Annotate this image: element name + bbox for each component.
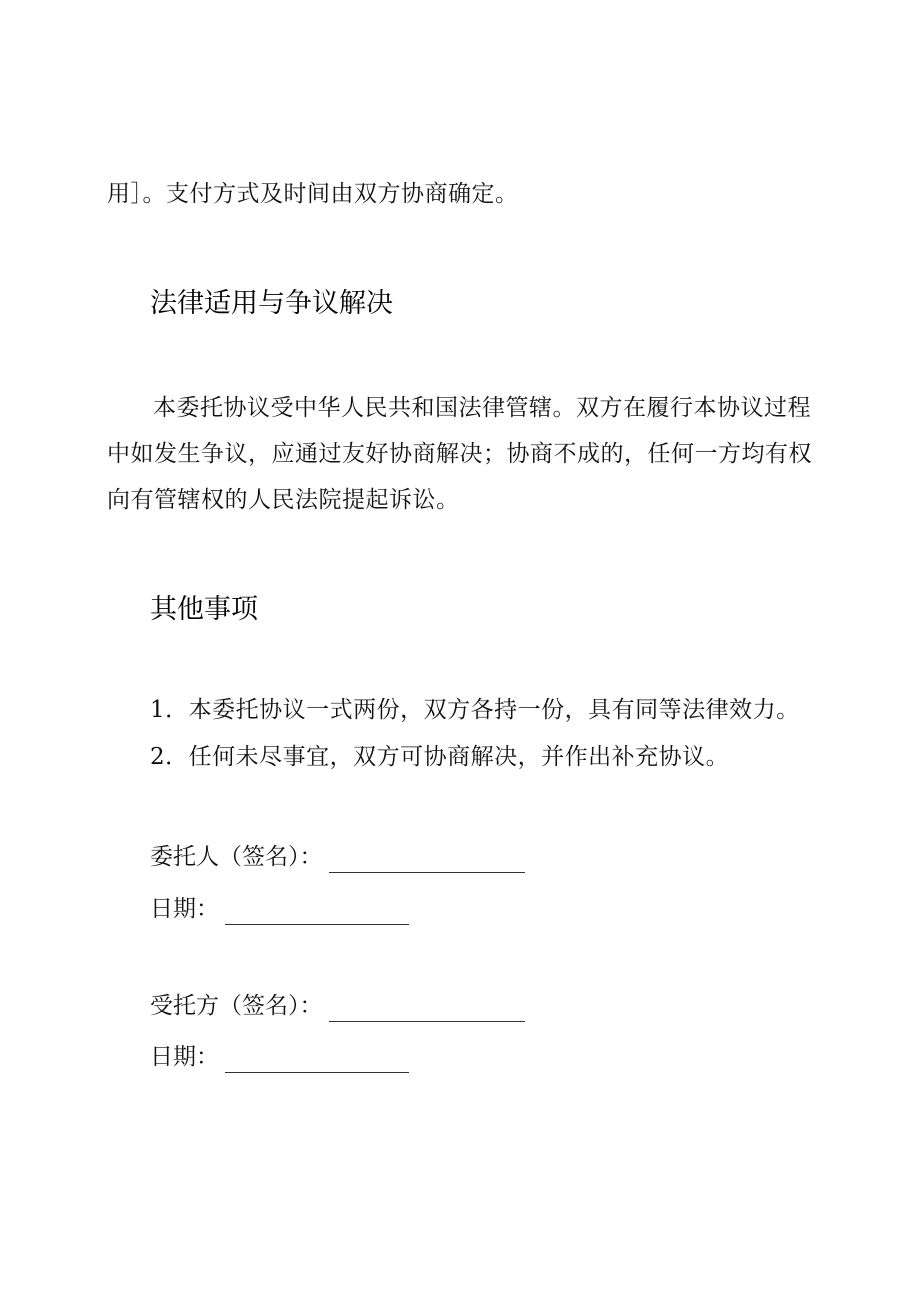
- carryover-line: 用］。支付方式及时间由双方协商确定。: [107, 181, 519, 207]
- agent-signature-row: [150, 990, 525, 1022]
- agent-date-line[interactable]: [225, 1048, 409, 1073]
- principal-signature-row: [150, 841, 525, 873]
- agent-date-row: [150, 1041, 409, 1073]
- other-item-1: 1．本委托协议一式两份，双方各持一份，具有同等法律效力。: [150, 697, 800, 723]
- other-item-2: 2．任何未尽事宜，双方可协商解决，并作出补充协议。: [150, 744, 730, 770]
- law-paragraph-line-1: 本委托协议受中华人民共和国法律管辖。双方在履行本协议过程: [153, 395, 811, 421]
- law-paragraph-line-3: 向有管辖权的人民法院提起诉讼。: [107, 487, 460, 513]
- agent-date-label: 日期：: [150, 1044, 219, 1070]
- principal-signature-label: 委托人（签名）：: [150, 844, 323, 870]
- principal-date-row: [150, 893, 409, 925]
- agent-signature-line[interactable]: [329, 997, 525, 1022]
- principal-date-line[interactable]: [225, 900, 409, 925]
- law-paragraph-line-2: 中如发生争议，应通过友好协商解决；协商不成的，任何一方均有权: [107, 441, 812, 467]
- section-heading-other: 其他事项: [150, 594, 258, 625]
- principal-signature-line[interactable]: [329, 848, 525, 873]
- principal-date-label: 日期：: [150, 896, 219, 922]
- agent-signature-label: 受托方（签名）：: [150, 993, 323, 1019]
- section-heading-law: 法律适用与争议解决: [150, 288, 393, 319]
